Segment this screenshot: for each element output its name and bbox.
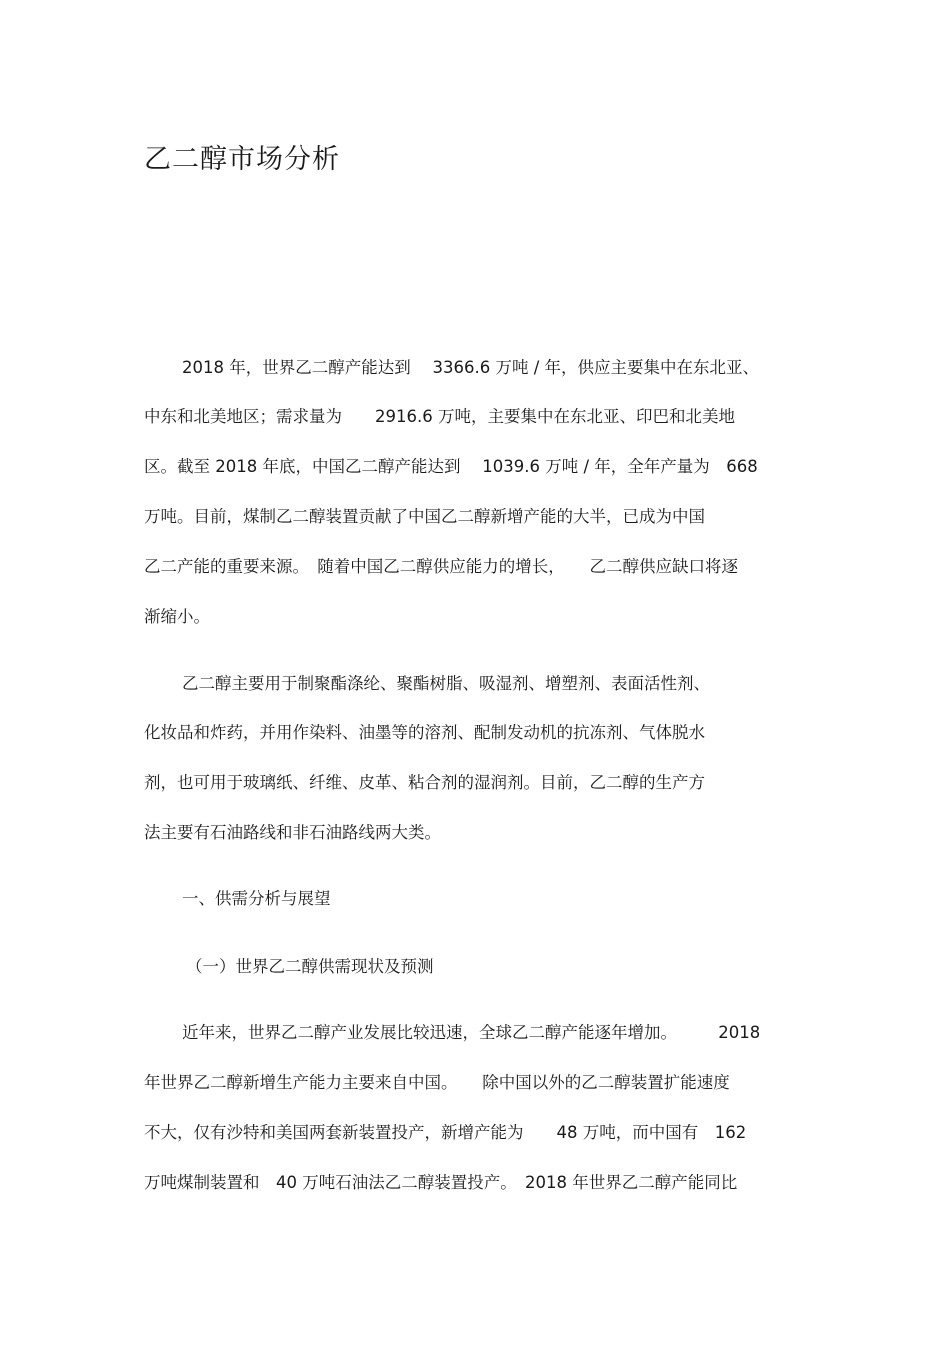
paragraph-2-line-4: 法主要有石油路线和非石油路线两大类。 [144,823,441,842]
paragraph-1-line-2: 中东和北美地区；需求量为 2916.6 万吨，主要集中在东北亚、印巴和北美地 [144,407,735,426]
paragraph-3-line-4: 万吨煤制装置和 40 万吨石油法乙二醇装置投产。 2018 年世界乙二醇产能同比 [144,1173,738,1192]
section-heading: 一、供需分析与展望 [182,889,331,908]
paragraph-1-line-5: 乙二产能的重要来源。 随着中国乙二醇供应能力的增长， 乙二醇供应缺口将逐 [144,557,738,576]
paragraph-2-line-2: 化妆品和炸药，并用作染料、油墨等的溶剂、配制发动机的抗冻剂、气体脱水 [144,723,705,742]
paragraph-2-line-3: 剂，也可用于玻璃纸、纤维、皮革、粘合剂的湿润剂。目前，乙二醇的生产方 [144,773,705,792]
subsection-heading: （一）世界乙二醇供需现状及预测 [186,957,434,976]
paragraph-3-line-2: 年世界乙二醇新增生产能力主要来自中国。 除中国以外的乙二醇装置扩能速度 [144,1073,730,1092]
paragraph-3-line-1: 近年来，世界乙二醇产业发展比较迅速，全球乙二醇产能逐年增加。 2018 [182,1023,761,1042]
paragraph-1-line-6: 渐缩小。 [144,607,210,626]
paragraph-1-line-3: 区。截至 2018 年底，中国乙二醇产能达到 1039.6 万吨 / 年，全年产量为 668 [144,457,758,476]
paragraph-2-line-1: 乙二醇主要用于制聚酯涤纶、聚酯树脂、吸湿剂、增塑剂、表面活性剂、 [182,674,710,693]
paragraph-1-line-1: 2018 年，世界乙二醇产能达到 3366.6 万吨 / 年，供应主要集中在东北亚、 [182,358,760,377]
paragraph-1-line-4: 万吨。目前，煤制乙二醇装置贡献了中国乙二醇新增产能的大半，已成为中国 [144,507,705,526]
document-title: 乙二醇市场分析 [144,144,340,175]
paragraph-3-line-3: 不大，仅有沙特和美国两套新装置投产，新增产能为 48 万吨，而中国有 162 [144,1123,747,1142]
